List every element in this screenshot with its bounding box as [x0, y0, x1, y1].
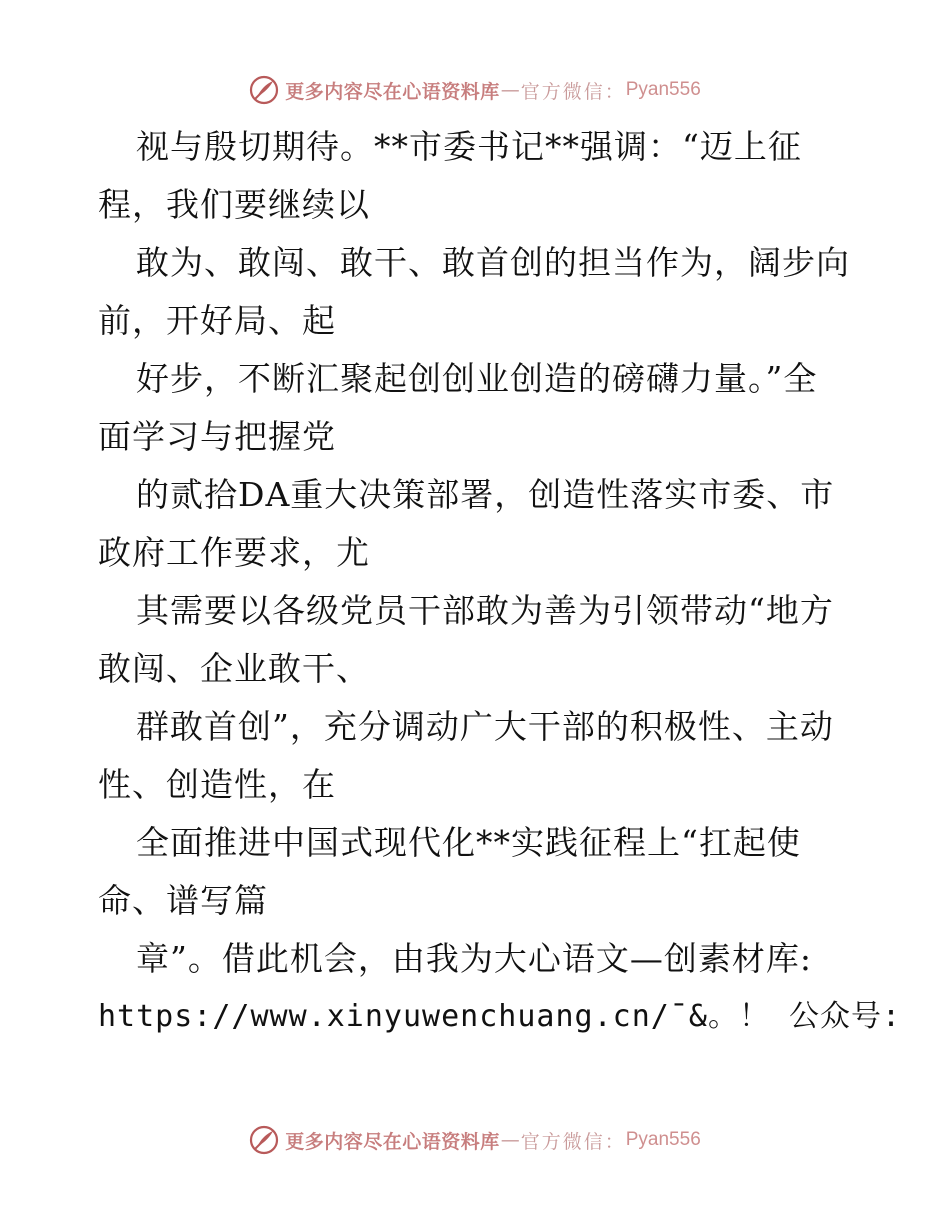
body-line-url: https://www.xinyuwenchuang.cn/¯&。！ 公众号: [98, 999, 902, 1034]
body-line: 其需要以各级党员干部敢为善为引领带动“地方 [136, 591, 834, 630]
feather-pen-logo-icon [249, 75, 279, 105]
watermark-dash: — [500, 79, 520, 101]
watermark-site-text: 更多内容尽在心语资料库 [285, 1130, 500, 1153]
watermark-official-label: 官方微信： [520, 1130, 626, 1153]
watermark-official-label: 官方微信： [520, 80, 626, 103]
body-line: 前，开好局、起 [98, 301, 336, 340]
watermark-wechat-id: Pyan556 [625, 79, 701, 100]
body-line: 敢为、敢闯、敢干、敢首创的担当作为，阔步向 [136, 243, 850, 282]
watermark-wechat-id: Pyan556 [625, 1129, 701, 1150]
body-line: 面学习与把握党 [98, 417, 336, 456]
body-line: 全面推进中国式现代化**实践征程上“扛起使 [136, 823, 801, 862]
document-body [98, 118, 902, 1046]
body-line: 章”。借此机会，由我为大心语文—创素材库: [136, 939, 812, 978]
body-line: 命、谱写篇 [98, 881, 268, 920]
feather-pen-logo-icon [249, 1125, 279, 1155]
body-line: 敢闯、企业敢干、 [98, 649, 370, 688]
watermark-site-text: 更多内容尽在心语资料库 [285, 80, 500, 103]
body-line: 群敢首创”，充分调动广大干部的积极性、主动 [136, 707, 834, 746]
header-watermark [0, 70, 950, 110]
footer-watermark [0, 1120, 950, 1160]
body-line: 视与殷切期待。**市委书记**强调：“迈上征 [136, 127, 802, 166]
watermark-dash: — [500, 1129, 520, 1151]
body-line: 好步，不断汇聚起创创业创造的磅礴力量。”全 [136, 359, 818, 398]
body-line: 政府工作要求，尤 [98, 533, 370, 572]
body-line: 程，我们要继续以 [98, 185, 370, 224]
body-line: 的贰拾DA重大决策部署，创造性落实市委、市 [136, 475, 835, 514]
body-line: 性、创造性，在 [98, 765, 336, 804]
